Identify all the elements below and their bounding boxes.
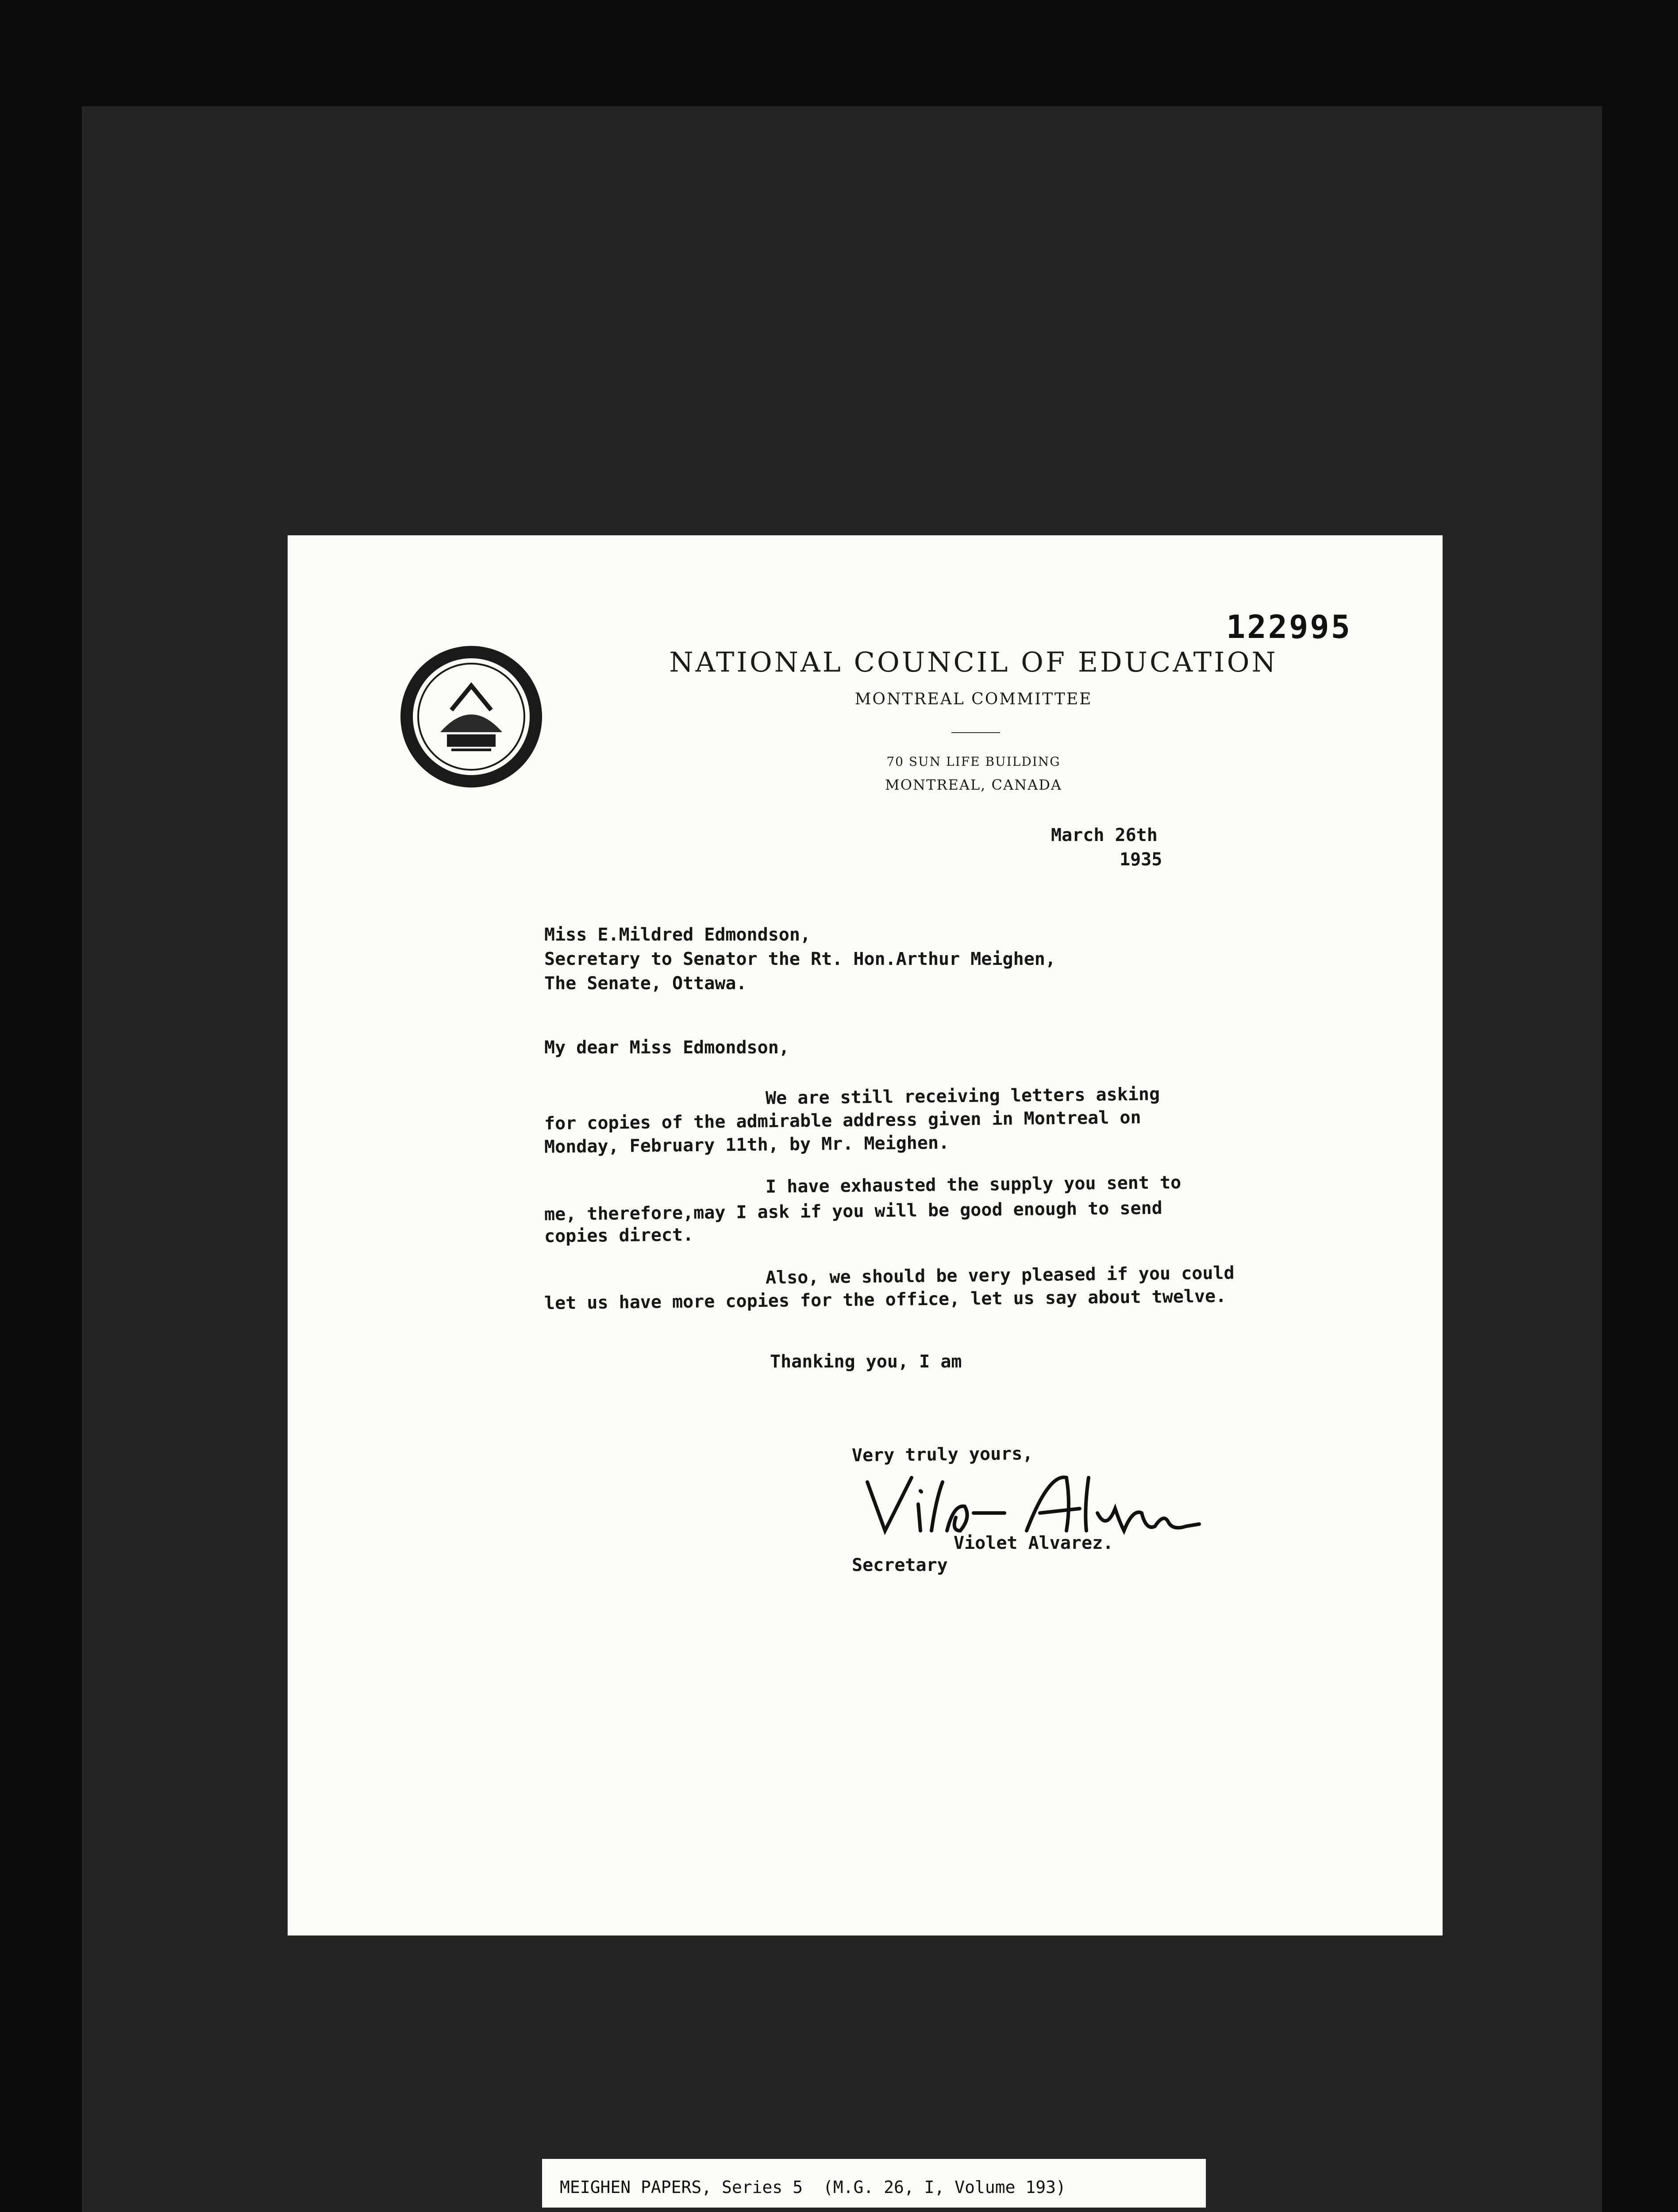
thanks-line: Thanking you, I am	[770, 1352, 962, 1372]
body-line: Monday, February 11th, by Mr. Meighen.	[544, 1133, 950, 1157]
reference-number: 122995	[1226, 608, 1352, 645]
signer-title: Secretary	[852, 1555, 948, 1575]
body-line: me, therefore,may I ask if you will be good enough to send	[544, 1198, 1162, 1225]
collection-label-text: MEIGHEN PAPERS, Series 5 (M.G. 26, I, Volume 193)	[560, 2177, 1066, 2197]
council-seal-icon	[398, 644, 544, 790]
salutation: My dear Miss Edmondson,	[544, 1037, 789, 1058]
recipient-line: Miss E.Mildred Edmondson,	[544, 925, 811, 945]
letterhead-address-line: 70 SUN LIFE BUILDING	[886, 754, 1061, 769]
recipient-line: The Senate, Ottawa.	[544, 973, 747, 994]
recipient-line: Secretary to Senator the Rt. Hon.Arthur Meighen,	[544, 949, 1056, 969]
letterhead-rule	[951, 732, 1000, 733]
body-line: We are still receiving letters asking	[765, 1084, 1160, 1109]
letterhead-organization: NATIONAL COUNCIL OF EDUCATION	[669, 646, 1278, 678]
letter-date-year: 1935	[1120, 849, 1162, 870]
closing-line: Very truly yours,	[851, 1443, 1033, 1466]
body-line: copies direct.	[544, 1225, 694, 1247]
body-line: I have exhausted the supply you sent to	[765, 1172, 1182, 1197]
signer-name: Violet Alvarez.	[954, 1533, 1114, 1553]
body-line: Also, we should be very pleased if you could	[765, 1263, 1235, 1288]
body-line: let us have more copies for the office, let us say about twelve.	[544, 1286, 1227, 1314]
letterhead-committee: MONTREAL COMMITTEE	[854, 690, 1093, 708]
letter-date-month: March 26th	[1051, 825, 1158, 845]
letterhead-city-line: MONTREAL, CANADA	[885, 776, 1062, 793]
collection-label	[542, 2159, 1206, 2208]
body-line: for copies of the admirable address given in Montreal on	[544, 1107, 1141, 1134]
letter-sheet	[288, 535, 1443, 1936]
